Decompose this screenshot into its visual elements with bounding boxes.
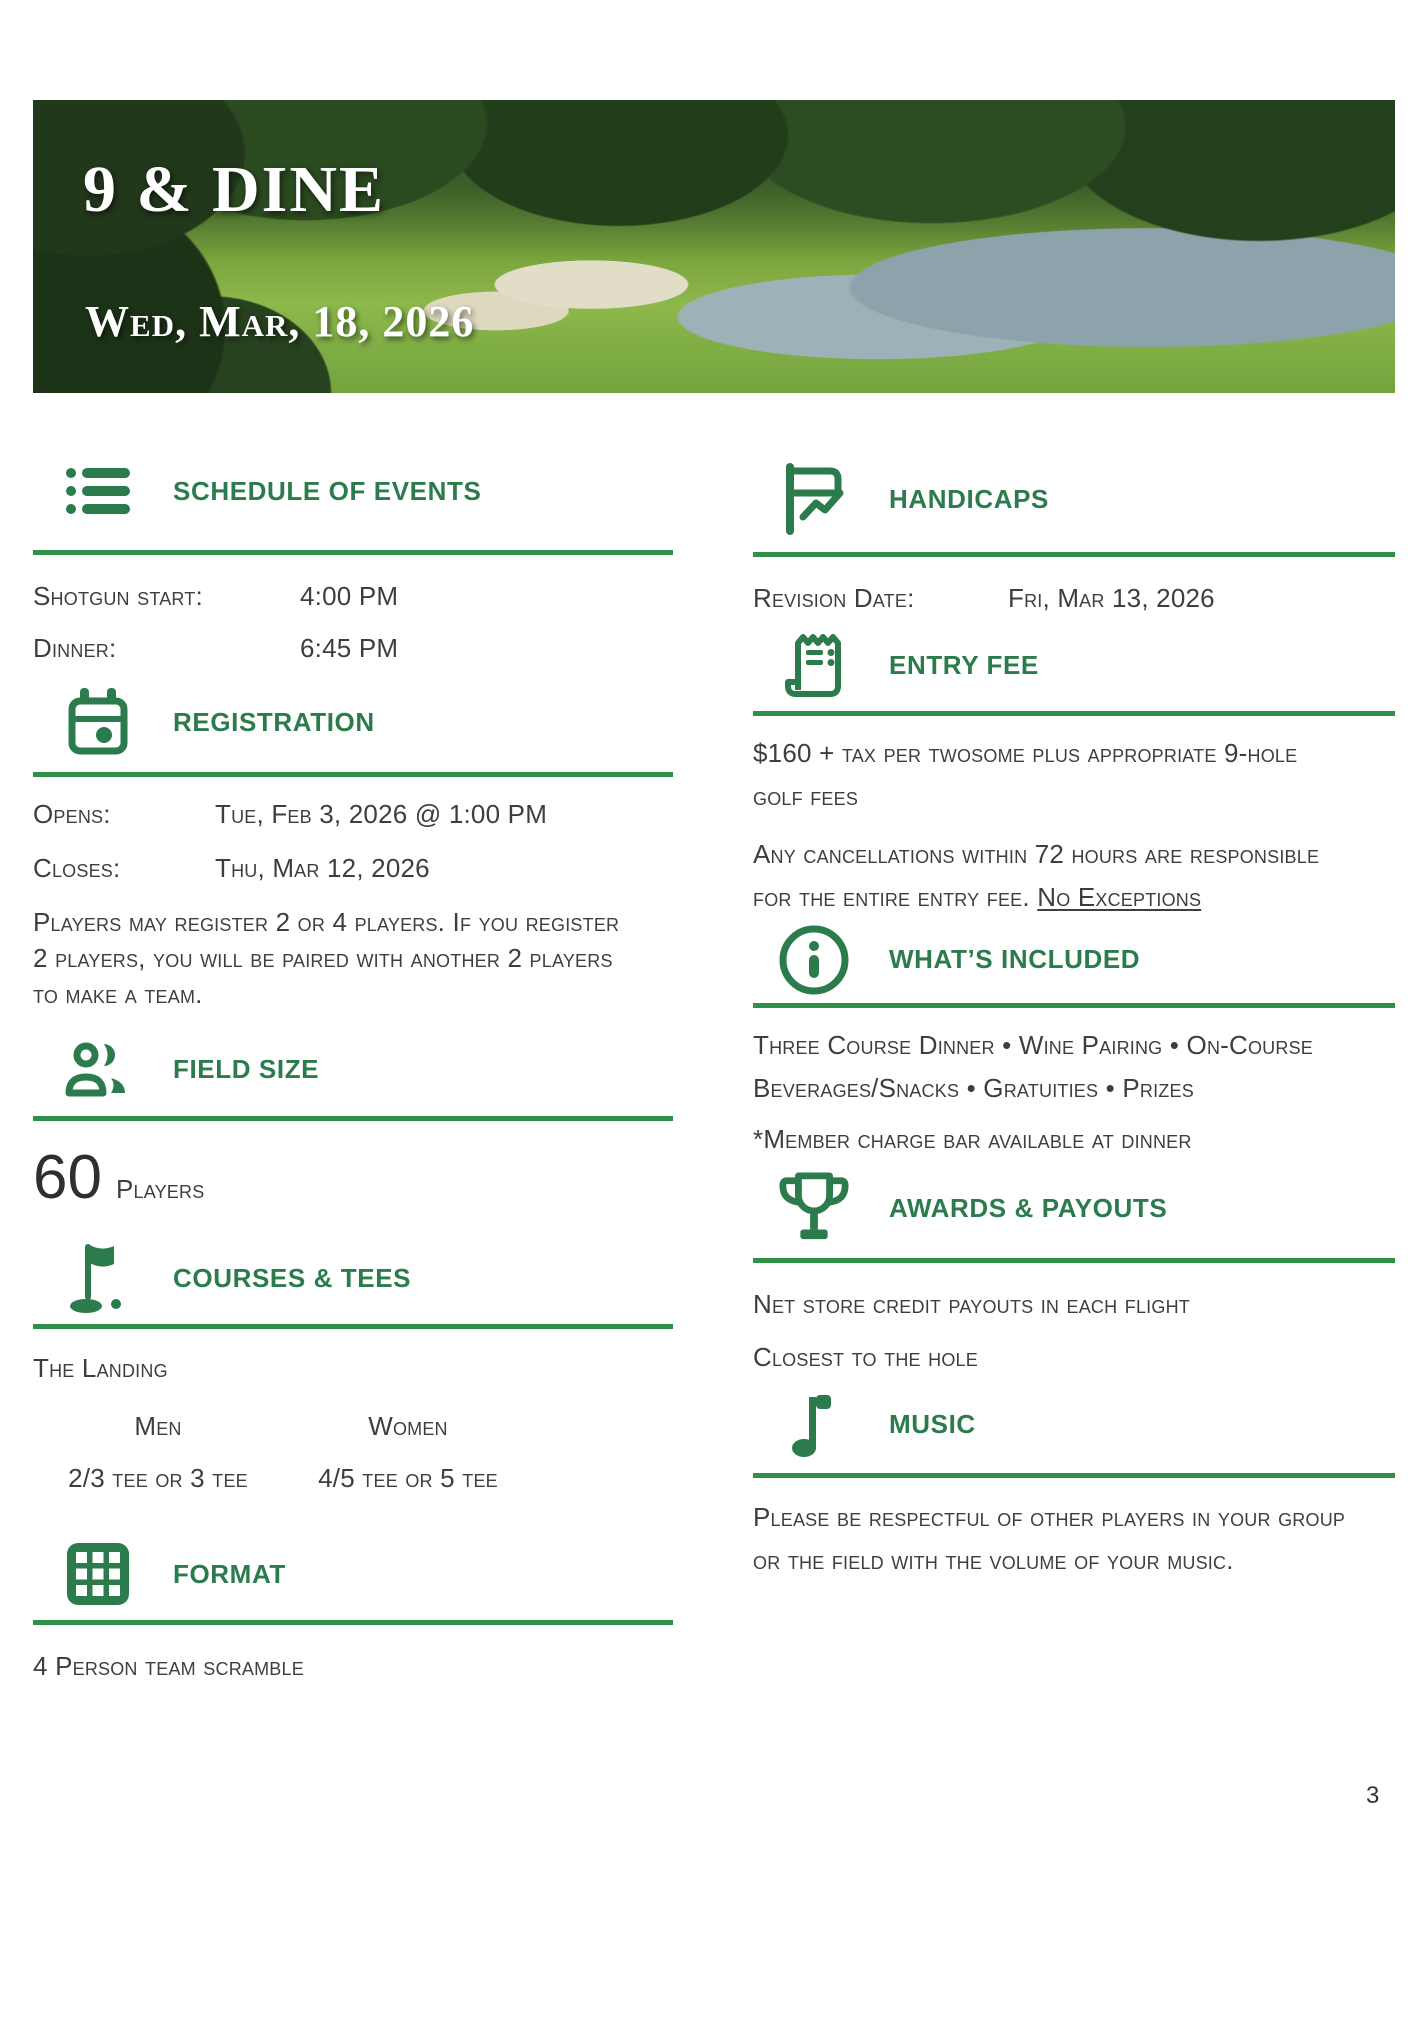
men-column-header: Men bbox=[134, 1410, 182, 1441]
music-note-icon bbox=[777, 1391, 851, 1459]
women-column-header: Women bbox=[368, 1410, 448, 1441]
no-exceptions-text: No Exceptions bbox=[1037, 881, 1202, 912]
registration-note-line: Players may register 2 or 4 players. If you register bbox=[33, 906, 620, 937]
left-column bbox=[33, 464, 673, 1682]
shotgun-start-label: Shotgun start: bbox=[33, 581, 203, 611]
registration-note-line: 2 players, you will be paired with another 2 players bbox=[33, 942, 613, 973]
tees-table bbox=[33, 1411, 533, 1494]
section-title: FORMAT bbox=[173, 1558, 286, 1589]
section-title: AWARDS & PAYOUTS bbox=[889, 1193, 1168, 1223]
music-note-text bbox=[753, 1502, 1395, 1576]
section-music bbox=[753, 1391, 1395, 1576]
receipt-icon bbox=[777, 628, 851, 702]
section-divider bbox=[33, 550, 673, 555]
calendar-icon bbox=[61, 688, 135, 756]
player-count-unit: Players bbox=[115, 1174, 205, 1205]
section-title: HANDICAPS bbox=[889, 483, 1049, 514]
opens-label: Opens: bbox=[33, 799, 111, 830]
section-header bbox=[753, 925, 1395, 995]
section-field-size bbox=[33, 1040, 673, 1215]
golf-flag-icon bbox=[61, 1242, 135, 1316]
section-divider bbox=[33, 1324, 673, 1329]
women-tees: 4/5 tee or 5 tee bbox=[318, 1463, 498, 1494]
included-items-line: Beverages/Snacks • Gratuities • Prizes bbox=[753, 1073, 1194, 1104]
dinner-value: 6:45 PM bbox=[300, 633, 399, 664]
cancellation-text: for the entire entry fee. bbox=[753, 881, 1038, 912]
section-divider bbox=[753, 1258, 1395, 1263]
tees-header-row bbox=[33, 1411, 533, 1442]
grid-icon bbox=[61, 1542, 135, 1606]
info-icon bbox=[777, 925, 851, 995]
music-note-line: Please be respectful of other players in your group bbox=[753, 1501, 1346, 1532]
people-icon bbox=[61, 1040, 135, 1098]
hero-image bbox=[33, 100, 1395, 393]
section-title: REGISTRATION bbox=[173, 706, 375, 737]
field-size-value bbox=[33, 1141, 673, 1215]
section-title: SCHEDULE OF EVENTS bbox=[173, 475, 482, 506]
opens-value: Tue, Feb 3, 2026 @ 1:00 PM bbox=[215, 799, 548, 830]
section-whats-included bbox=[753, 925, 1395, 1156]
cancellation-policy bbox=[753, 839, 1395, 913]
revision-date-value: Fri, Mar 13, 2026 bbox=[1008, 583, 1215, 613]
dinner-row bbox=[33, 633, 673, 664]
closes-value: Thu, Mar 12, 2026 bbox=[215, 852, 430, 883]
awards-line-2: Closest to the hole bbox=[753, 1341, 978, 1372]
section-format bbox=[33, 1542, 673, 1682]
closes-row bbox=[33, 853, 673, 884]
section-courses-tees bbox=[33, 1242, 673, 1495]
player-count: 60 bbox=[33, 1143, 102, 1213]
shotgun-start-value: 4:00 PM bbox=[300, 581, 399, 611]
list-icon bbox=[61, 464, 135, 518]
included-items-line: Three Course Dinner • Wine Pairing • On-Course bbox=[753, 1029, 1313, 1060]
section-title: ENTRY FEE bbox=[889, 649, 1039, 680]
dinner-label: Dinner: bbox=[33, 633, 117, 664]
shotgun-start-row bbox=[33, 581, 673, 612]
section-divider bbox=[753, 552, 1395, 557]
included-items bbox=[753, 1030, 1395, 1104]
section-divider bbox=[33, 1620, 673, 1625]
event-date: Wed, Mar, 18, 2026 bbox=[85, 297, 475, 346]
format-value: 4 Person team scramble bbox=[33, 1651, 304, 1682]
section-schedule-of-events bbox=[33, 464, 673, 664]
trophy-icon bbox=[777, 1170, 851, 1248]
page-number: 3 bbox=[1366, 1782, 1380, 1809]
section-header bbox=[753, 628, 1395, 702]
section-header bbox=[33, 1242, 673, 1316]
section-title: FIELD SIZE bbox=[173, 1053, 320, 1084]
men-tees: 2/3 tee or 3 tee bbox=[68, 1463, 248, 1494]
section-title: WHAT’S INCLUDED bbox=[889, 944, 1141, 975]
event-title: 9 & DINE bbox=[83, 153, 386, 226]
section-handicaps bbox=[753, 462, 1395, 614]
section-title: COURSES & TEES bbox=[173, 1263, 412, 1294]
member-bar-note: *Member charge bar available at dinner bbox=[753, 1124, 1192, 1155]
closes-label: Closes: bbox=[33, 852, 121, 883]
section-title: MUSIC bbox=[889, 1409, 976, 1440]
right-column bbox=[753, 462, 1395, 1576]
section-registration bbox=[33, 688, 673, 1010]
cancellation-line: Any cancellations within 72 hours are responsible bbox=[753, 838, 1320, 869]
registration-note bbox=[33, 907, 673, 1011]
tees-value-row bbox=[33, 1463, 533, 1494]
section-divider bbox=[753, 711, 1395, 716]
entry-fee-price bbox=[753, 738, 1395, 812]
section-header bbox=[33, 464, 673, 518]
section-entry-fee bbox=[753, 628, 1395, 913]
section-header bbox=[753, 462, 1395, 536]
section-header bbox=[33, 688, 673, 756]
revision-date-label: Revision Date: bbox=[753, 583, 915, 613]
opens-row bbox=[33, 799, 673, 830]
entry-fee-price-line: $160 + tax per twosome plus appropriate 9-hole bbox=[753, 738, 1298, 769]
cancellation-line bbox=[753, 882, 1395, 913]
revision-date-row bbox=[753, 583, 1395, 614]
section-divider bbox=[753, 1003, 1395, 1008]
section-awards-payouts bbox=[753, 1170, 1395, 1373]
section-header bbox=[33, 1040, 673, 1098]
awards-line-1: Net store credit payouts in each flight bbox=[753, 1288, 1190, 1319]
flag-chart-icon bbox=[777, 462, 851, 536]
course-name: The Landing bbox=[33, 1352, 168, 1383]
section-header bbox=[753, 1391, 1395, 1459]
section-header bbox=[753, 1170, 1395, 1248]
section-divider bbox=[33, 1116, 673, 1121]
music-note-line: or the field with the volume of your music. bbox=[753, 1545, 1234, 1576]
section-header bbox=[33, 1542, 673, 1606]
registration-note-line: to make a team. bbox=[33, 979, 203, 1010]
entry-fee-price-line: golf fees bbox=[753, 781, 859, 812]
section-divider bbox=[753, 1473, 1395, 1478]
section-divider bbox=[33, 772, 673, 777]
